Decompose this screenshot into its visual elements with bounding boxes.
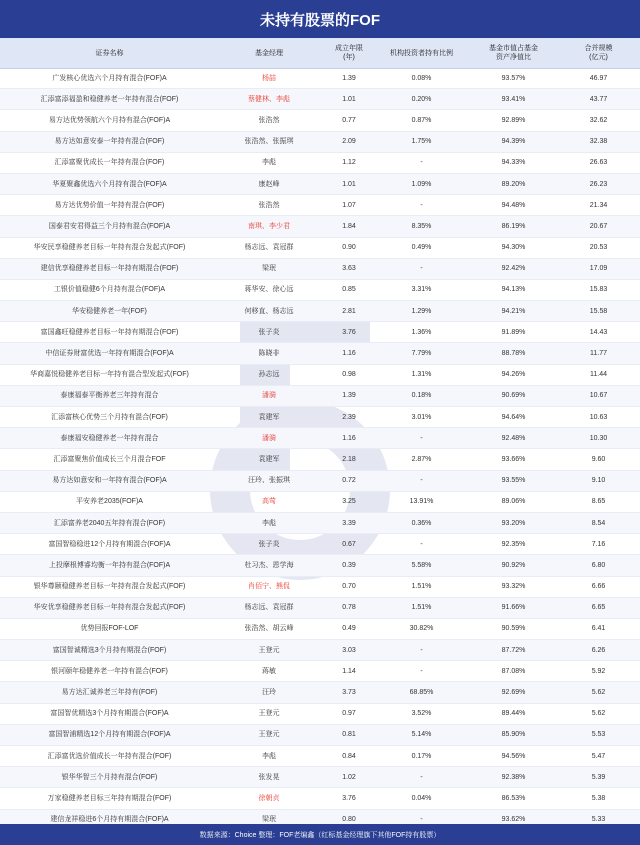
table-row [0, 174, 640, 195]
table-row [0, 555, 640, 576]
cell-manager: 孙志远 [258, 371, 280, 379]
cell-fund-ratio: 94.13% [501, 286, 526, 294]
header-label: 基金经理 [255, 49, 283, 57]
cell-inst-ratio: - [420, 667, 423, 675]
cell-fund-ratio: 92.42% [501, 265, 526, 273]
cell-manager: 潘漪 [262, 434, 276, 442]
cell-manager: 杨喆 [262, 74, 276, 82]
cell-security-name: 优势回报FOF-LOF [80, 625, 139, 633]
cell-scale: 5.33 [591, 816, 606, 824]
cell-scale: 20.53 [589, 244, 608, 252]
cell-scale: 5.92 [591, 667, 606, 675]
cell-scale: 9.10 [591, 477, 606, 485]
cell-years: 0.85 [342, 286, 356, 294]
page-title-text: 未持有股票的FOF [260, 11, 380, 29]
cell-years: 3.39 [342, 519, 356, 527]
cell-years: 3.25 [342, 498, 356, 506]
table-row [0, 788, 640, 809]
cell-manager: 肖佰宁、熊侃 [248, 583, 290, 591]
cell-years: 3.03 [342, 646, 356, 654]
table-row [0, 513, 640, 534]
cell-manager: 康赵峰 [258, 180, 280, 188]
cell-security-name: 汇添富聚焦价值成长三个月混合FOF [53, 455, 166, 463]
table-row [0, 216, 640, 237]
table-row [0, 407, 640, 428]
cell-inst-ratio: 0.20% [411, 95, 432, 103]
cell-scale: 5.47 [591, 752, 606, 760]
cell-fund-ratio: 93.66% [501, 455, 526, 463]
cell-fund-ratio: 93.55% [501, 477, 526, 485]
cell-security-name: 富国智优精选3个月持有期混合(FOF)A [50, 710, 169, 718]
cell-fund-ratio: 93.62% [501, 816, 526, 824]
table-row [0, 365, 640, 386]
cell-security-name: 富国智稳稳进12个月持有期混合(FOF)A [48, 540, 171, 548]
cell-scale: 6.26 [591, 646, 606, 654]
cell-security-name: 汇添富聚优成长一年持有混合(FOF) [54, 159, 165, 167]
cell-years: 1.01 [342, 180, 356, 188]
cell-manager: 汪玲 [262, 689, 276, 697]
cell-scale: 7.16 [591, 540, 606, 548]
table-row [0, 259, 640, 280]
cell-manager: 蒋敏 [262, 667, 276, 675]
cell-security-name: 华夏聚鑫优选六个月持有混合(FOF)A [52, 180, 167, 188]
cell-inst-ratio: 1.51% [411, 583, 432, 591]
cell-manager: 梁珉 [262, 265, 276, 273]
cell-scale: 43.77 [589, 95, 608, 103]
table-row [0, 682, 640, 703]
cell-fund-ratio: 93.41% [501, 95, 526, 103]
cell-years: 0.98 [342, 371, 356, 379]
cell-years: 1.16 [342, 434, 356, 442]
cell-security-name: 广发核心优选六个月持有混合(FOF)A [52, 74, 167, 82]
cell-security-name: 富国智浦精选12个月持有期混合(FOF)A [48, 731, 171, 739]
cell-scale: 15.83 [589, 286, 608, 294]
cell-years: 0.39 [342, 561, 356, 569]
cell-manager: 张浩然、张振琪 [244, 138, 294, 146]
table-row [0, 322, 640, 343]
table-row [0, 428, 640, 449]
table-row [0, 386, 640, 407]
cell-manager: 蔡健林、李彪 [248, 95, 290, 103]
cell-manager: 袁建军 [258, 455, 280, 463]
cell-fund-ratio: 94.30% [501, 244, 526, 252]
cell-years: 1.07 [342, 201, 356, 209]
cell-manager: 张浩然 [258, 116, 280, 124]
cell-years: 0.97 [342, 710, 356, 718]
cell-years: 0.78 [342, 604, 356, 612]
cell-fund-ratio: 94.26% [501, 371, 526, 379]
cell-years: 0.77 [342, 116, 356, 124]
table-row [0, 471, 640, 492]
cell-fund-ratio: 86.53% [501, 794, 526, 802]
cell-manager: 南琪、李少君 [248, 222, 290, 230]
cell-manager: 王登元 [258, 710, 280, 718]
cell-years: 0.67 [342, 540, 356, 548]
cell-manager: 李彪 [262, 752, 276, 760]
cell-years: 1.39 [342, 74, 356, 82]
header-inst-ratio [373, 38, 470, 68]
cell-years: 1.01 [342, 95, 356, 103]
table-row [0, 534, 640, 555]
cell-manager: 高莺 [262, 498, 276, 506]
cell-years: 0.72 [342, 477, 356, 485]
cell-manager: 徐朝贞 [258, 794, 280, 802]
cell-manager: 汪玲、张振琪 [248, 477, 290, 485]
cell-years: 2.18 [342, 455, 356, 463]
table-row [0, 280, 640, 301]
table-row [0, 153, 640, 174]
table-row [0, 195, 640, 216]
cell-scale: 26.23 [589, 180, 608, 188]
table-row [0, 725, 640, 746]
table-row [0, 704, 640, 725]
cell-manager: 杨志远、袁冠群 [244, 244, 294, 252]
cell-security-name: 万家稳健养老目标三年持有期混合(FOF) [47, 794, 172, 802]
cell-security-name: 汇添富养老2040五年持有混合(FOF) [53, 519, 166, 527]
cell-inst-ratio: 2.87% [411, 455, 432, 463]
cell-fund-ratio: 93.32% [501, 583, 526, 591]
cell-years: 2.39 [342, 413, 356, 421]
cell-security-name: 银华华智三个月持有混合(FOF) [61, 773, 158, 781]
table-row [0, 238, 640, 259]
cell-security-name: 泰康福泰平衡养老三年持有混合 [60, 392, 159, 400]
cell-years: 0.80 [342, 816, 356, 824]
cell-security-name: 富国鑫旺稳健养老目标一年持有期混合(FOF) [40, 328, 179, 336]
cell-scale: 6.41 [591, 625, 606, 633]
cell-inst-ratio: - [420, 201, 423, 209]
table-row [0, 598, 640, 619]
cell-fund-ratio: 88.78% [501, 350, 526, 358]
cell-inst-ratio: 5.58% [411, 561, 432, 569]
cell-fund-ratio: 89.06% [501, 498, 526, 506]
cell-scale: 32.62 [589, 116, 608, 124]
cell-manager: 王登元 [258, 646, 280, 654]
cell-security-name: 国泰君安君得益三个月持有混合(FOF)A [48, 222, 171, 230]
cell-security-name: 建信优享稳健养老目标一年持有期混合(FOF) [40, 265, 179, 273]
cell-inst-ratio: 1.75% [411, 138, 432, 146]
cell-manager: 杨志远、袁冠群 [244, 604, 294, 612]
cell-scale: 10.63 [589, 413, 608, 421]
cell-scale: 6.80 [591, 561, 606, 569]
cell-fund-ratio: 89.44% [501, 710, 526, 718]
cell-scale: 9.60 [591, 455, 606, 463]
header-scale [557, 38, 640, 68]
cell-scale: 46.97 [589, 74, 608, 82]
cell-inst-ratio: - [420, 265, 423, 273]
cell-inst-ratio: 0.08% [411, 74, 432, 82]
cell-fund-ratio: 93.57% [501, 74, 526, 82]
cell-inst-ratio: 0.87% [411, 116, 432, 124]
cell-manager: 张子炎 [258, 328, 280, 336]
cell-inst-ratio: 0.49% [411, 244, 432, 252]
cell-security-name: 华安优享稳健养老目标一年持有混合发起式(FOF) [33, 604, 186, 612]
cell-security-name: 华安稳健养老一年(FOF) [72, 307, 147, 315]
cell-years: 2.09 [342, 138, 356, 146]
cell-security-name: 银河颐年稳健养老一年持有混合(FOF) [51, 667, 168, 675]
cell-inst-ratio: 8.35% [411, 222, 432, 230]
table-row [0, 746, 640, 767]
cell-security-name: 华商嘉悦稳健养老目标一年持有混合型发起式(FOF) [30, 371, 189, 379]
cell-scale: 6.66 [591, 583, 606, 591]
cell-scale: 14.43 [589, 328, 608, 336]
table-row [0, 619, 640, 640]
fund-table-body [0, 68, 640, 831]
cell-inst-ratio: - [420, 816, 423, 824]
cell-security-name: 银华尊颐稳健养老目标一年持有混合发起式(FOF) [33, 583, 186, 591]
cell-fund-ratio: 92.48% [501, 434, 526, 442]
cell-fund-ratio: 90.92% [501, 561, 526, 569]
cell-years: 0.49 [342, 625, 356, 633]
cell-years: 1.39 [342, 392, 356, 400]
cell-security-name: 工银价值稳健6个月持有混合(FOF)A [53, 286, 166, 294]
cell-fund-ratio: 85.90% [501, 731, 526, 739]
table-row [0, 343, 640, 364]
cell-security-name: 易方达如意安泰一年持有混合(FOF) [54, 138, 165, 146]
header-fund-ratio [470, 38, 557, 68]
cell-security-name: 汇添富优选价值成长一年持有混合(FOF) [47, 752, 172, 760]
cell-inst-ratio: 1.51% [411, 604, 432, 612]
cell-manager: 张浩然、胡云峰 [244, 625, 294, 633]
cell-fund-ratio: 90.69% [501, 392, 526, 400]
cell-inst-ratio: 0.36% [411, 519, 432, 527]
cell-inst-ratio: 13.91% [409, 498, 434, 506]
cell-scale: 6.65 [591, 604, 606, 612]
cell-scale: 5.62 [591, 710, 606, 718]
table-row [0, 661, 640, 682]
cell-scale: 5.39 [591, 773, 606, 781]
cell-fund-ratio: 92.38% [501, 773, 526, 781]
cell-scale: 21.34 [589, 201, 608, 209]
cell-years: 3.76 [342, 328, 356, 336]
cell-inst-ratio: 0.18% [411, 392, 432, 400]
table-row [0, 492, 640, 513]
cell-fund-ratio: 94.48% [501, 201, 526, 209]
cell-years: 0.84 [342, 752, 356, 760]
cell-years: 1.14 [342, 667, 356, 675]
cell-scale: 10.30 [589, 434, 608, 442]
cell-manager: 潘漪 [262, 392, 276, 400]
cell-fund-ratio: 92.69% [501, 689, 526, 697]
cell-fund-ratio: 94.39% [501, 138, 526, 146]
cell-inst-ratio: - [420, 159, 423, 167]
cell-years: 1.84 [342, 222, 356, 230]
cell-security-name: 易方达优势价值一年持有混合(FOF) [54, 201, 165, 209]
cell-inst-ratio: 1.36% [411, 328, 432, 336]
cell-scale: 8.65 [591, 498, 606, 506]
cell-scale: 5.62 [591, 689, 606, 697]
table-header [0, 38, 640, 69]
cell-fund-ratio: 87.08% [501, 667, 526, 675]
cell-inst-ratio: - [420, 773, 423, 781]
cell-fund-ratio: 92.89% [501, 116, 526, 124]
table-row [0, 68, 640, 89]
cell-scale: 26.63 [589, 159, 608, 167]
cell-inst-ratio: 0.04% [411, 794, 432, 802]
cell-inst-ratio: 3.01% [411, 413, 432, 421]
cell-manager: 王登元 [258, 731, 280, 739]
cell-security-name: 平安养老2035(FOF)A [76, 498, 143, 506]
cell-inst-ratio: 7.79% [411, 350, 432, 358]
cell-fund-ratio: 93.20% [501, 519, 526, 527]
cell-years: 1.16 [342, 350, 356, 358]
cell-inst-ratio: 1.29% [411, 307, 432, 315]
cell-inst-ratio: - [420, 434, 423, 442]
header-label: 机构投资者持有比例 [390, 49, 453, 57]
header-label: 基金市值占基金 资产净值比 [489, 45, 538, 61]
cell-inst-ratio: 68.85% [409, 689, 434, 697]
cell-years: 0.70 [342, 583, 356, 591]
cell-fund-ratio: 90.59% [501, 625, 526, 633]
cell-scale: 11.77 [590, 350, 607, 358]
cell-inst-ratio: 3.52% [411, 710, 432, 718]
cell-years: 1.12 [342, 159, 356, 167]
cell-manager: 杜习杰、恩学海 [244, 561, 294, 569]
cell-manager: 张发晃 [258, 773, 280, 781]
cell-fund-ratio: 94.56% [501, 752, 526, 760]
cell-scale: 15.58 [589, 307, 608, 315]
cell-manager: 何移直、杨志远 [244, 307, 294, 315]
cell-years: 3.63 [342, 265, 356, 273]
cell-fund-ratio: 89.20% [501, 180, 526, 188]
table-row [0, 89, 640, 110]
cell-scale: 10.67 [589, 392, 608, 400]
header-label: 成立年限 (年) [335, 45, 363, 61]
cell-scale: 8.54 [591, 519, 606, 527]
header-years [325, 38, 373, 68]
cell-scale: 17.09 [589, 265, 608, 273]
cell-security-name: 易方达如意安和一年持有混合(FOF)A [52, 477, 167, 485]
cell-security-name: 汇添富添福盈和稳健养老一年持有混合(FOF) [40, 95, 179, 103]
table-row [0, 449, 640, 470]
cell-fund-ratio: 87.72% [501, 646, 526, 654]
cell-inst-ratio: 30.82% [409, 625, 434, 633]
cell-manager: 李彪 [262, 519, 276, 527]
cell-inst-ratio: 5.14% [411, 731, 432, 739]
cell-manager: 陈晓非 [258, 350, 280, 358]
cell-security-name: 华安民享稳健养老目标一年持有混合发起式(FOF) [33, 244, 186, 252]
cell-years: 0.90 [342, 244, 356, 252]
cell-security-name: 建信龙祥稳进6个月持有期混合(FOF)A [50, 816, 169, 824]
cell-manager: 袁建军 [258, 413, 280, 421]
cell-fund-ratio: 92.35% [501, 540, 526, 548]
cell-fund-ratio: 94.21% [501, 307, 526, 315]
cell-fund-ratio: 94.33% [501, 159, 526, 167]
cell-scale: 20.67 [589, 222, 608, 230]
cell-inst-ratio: - [420, 540, 423, 548]
cell-inst-ratio: 3.31% [411, 286, 432, 294]
cell-inst-ratio: - [420, 477, 423, 485]
cell-manager: 蒋华安、徐心远 [244, 286, 294, 294]
table-row [0, 577, 640, 598]
cell-fund-ratio: 94.64% [501, 413, 526, 421]
cell-security-name: 易方达汇诚养老三年持有(FOF) [61, 689, 158, 697]
page-title [0, 0, 640, 38]
cell-manager: 李彪 [262, 159, 276, 167]
cell-scale: 5.38 [591, 794, 606, 802]
header-label: 证券名称 [95, 49, 124, 57]
cell-manager: 梁珉 [262, 816, 276, 824]
cell-fund-ratio: 91.89% [501, 328, 526, 336]
source-footer [0, 824, 640, 845]
cell-security-name: 中信证券财富优选一年持有期混合(FOF)A [45, 350, 174, 358]
cell-years: 3.76 [342, 794, 356, 802]
cell-security-name: 富国智诚精选3个月持有期混合(FOF) [52, 646, 167, 654]
table-row [0, 132, 640, 153]
header-manager [213, 38, 325, 68]
cell-fund-ratio: 91.66% [501, 604, 526, 612]
footer-text: 数据来源：Choice 整理：FOF老编鑫（红标基金经理旗下其他FOF持有股票） [199, 831, 441, 839]
table-row [0, 301, 640, 322]
table-row [0, 767, 640, 788]
cell-fund-ratio: 86.19% [501, 222, 526, 230]
table-row [0, 640, 640, 661]
cell-inst-ratio: - [420, 646, 423, 654]
cell-security-name: 汇添富核心优势三个月持有混合(FOF) [51, 413, 168, 421]
cell-manager: 张子炎 [258, 540, 280, 548]
cell-inst-ratio: 0.17% [411, 752, 432, 760]
cell-years: 2.81 [342, 307, 356, 315]
header-security-name [0, 38, 213, 68]
cell-inst-ratio: 1.31% [411, 371, 432, 379]
cell-years: 1.02 [342, 773, 356, 781]
table-row [0, 110, 640, 131]
cell-scale: 32.38 [589, 138, 608, 146]
cell-security-name: 泰康福安稳健养老一年持有混合 [60, 434, 159, 442]
cell-manager: 张浩然 [258, 201, 280, 209]
cell-security-name: 上投摩根博睿均衡一年持有混合(FOF)A [48, 561, 171, 569]
cell-inst-ratio: 1.09% [411, 180, 432, 188]
cell-years: 0.81 [342, 731, 356, 739]
cell-security-name: 易方达优势领航六个月持有混合(FOF)A [48, 116, 171, 124]
cell-scale: 11.44 [590, 371, 607, 379]
cell-years: 3.73 [342, 689, 356, 697]
cell-scale: 5.53 [591, 731, 606, 739]
header-label: 合并规模 (亿元) [584, 45, 613, 61]
